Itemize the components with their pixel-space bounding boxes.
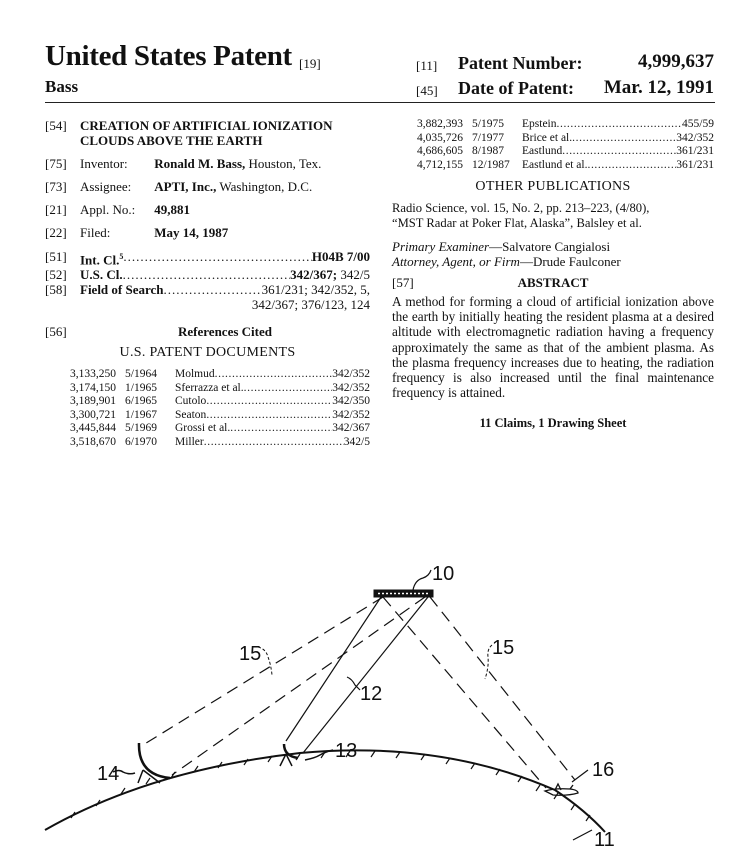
title-code: [19]	[299, 56, 321, 71]
reference-number: 3,300,721	[70, 408, 116, 421]
field-code: [56]	[45, 324, 67, 340]
field-code: [54]	[45, 118, 67, 133]
left-reference-list	[70, 368, 370, 449]
label-11: 11	[594, 829, 615, 851]
reference-number: 3,133,250	[70, 368, 116, 381]
reference-row	[70, 382, 370, 396]
references-heading: References Cited	[178, 324, 272, 340]
field-code: [73]	[45, 179, 67, 194]
inventor-surname: Bass	[45, 77, 79, 96]
us-cl-primary: 342/367;	[290, 267, 338, 283]
publication-line: “MST Radar at Poker Flat, Alaska”, Balsley et al.	[392, 216, 642, 230]
label-15-right: 15	[492, 637, 515, 659]
leader-dots	[215, 368, 333, 382]
reference-date: 8/1987	[472, 145, 504, 157]
reference-class: 342/367	[332, 422, 370, 435]
leader-16	[572, 770, 588, 782]
reference-date: 5/1969	[125, 422, 157, 435]
inventor-name: Ronald M. Bass,	[154, 156, 246, 171]
patent-drawing	[0, 540, 755, 866]
field-label: Field of Search	[80, 282, 164, 298]
reference-date: 5/1964	[125, 368, 157, 381]
leader-dots	[206, 395, 332, 409]
label-12: 12	[360, 683, 383, 705]
references-heading-row	[45, 324, 370, 339]
field-superscript: 5	[119, 252, 124, 261]
other-publications	[392, 201, 714, 231]
patent-number-code: [11]	[416, 58, 438, 73]
field-label: Inventor:	[80, 156, 128, 171]
int-cl-field	[45, 249, 370, 267]
reference-row	[70, 422, 370, 436]
reference-date: 6/1965	[125, 395, 157, 408]
abstract-text: A method for forming a cloud of artificial ionization above the earth by initially heating the resident plasma at a desired altitude with electromagnetic radiation having a frequency approximately the same as that of the ambient plasma. As the plasma frequency increases due to heating, the radiation frequency is also increased until the final maintenance frequency is attained.	[392, 294, 714, 401]
reference-class: 342/5	[343, 435, 370, 448]
reference-date: 12/1987	[472, 158, 510, 171]
patent-number-value: 4,999,637	[638, 51, 714, 72]
label-14: 14	[97, 763, 120, 785]
leader-dots	[587, 159, 676, 173]
inventor-location: Houston, Tex.	[248, 156, 322, 171]
reference-number: 3,518,670	[70, 435, 116, 448]
reference-row	[417, 132, 714, 146]
leader-dots	[123, 267, 291, 282]
reference-name: Eastlund	[522, 145, 563, 157]
field-label: Int. Cl.	[80, 252, 120, 268]
field-label: Filed:	[80, 225, 111, 240]
us-patent-documents-heading: U.S. PATENT DOCUMENTS	[119, 345, 296, 361]
reference-name: Grossi et al.	[175, 422, 231, 435]
reference-class: 342/352	[676, 131, 714, 144]
leader-dots	[164, 282, 262, 297]
reflected-signal-right	[383, 597, 575, 788]
reference-number: 3,445,844	[70, 422, 116, 435]
date-of-patent-code: [45]	[416, 83, 438, 98]
reference-class: 342/352	[332, 408, 370, 421]
reference-class: 342/350	[332, 395, 370, 408]
reference-row	[417, 118, 714, 132]
label-16: 16	[592, 759, 615, 781]
field-of-search-value: 361/231; 342/352, 5,	[261, 282, 370, 298]
claims-summary: 11 Claims, 1 Drawing Sheet	[479, 416, 627, 431]
leader-dots	[206, 409, 332, 423]
label-10: 10	[432, 563, 455, 585]
earth-surface	[45, 750, 605, 832]
reference-row	[417, 145, 714, 159]
reference-number: 3,882,393	[417, 118, 463, 130]
leader-11	[573, 830, 592, 840]
filed-value: May 14, 1987	[154, 225, 229, 240]
attorney	[392, 254, 714, 269]
reference-date: 6/1970	[125, 435, 157, 448]
appl-no-field	[45, 202, 370, 217]
publication-line: Radio Science, vol. 15, No. 2, pp. 213–223, (4/80),	[392, 201, 650, 215]
reference-date: 7/1977	[472, 131, 504, 144]
receiver-antenna	[139, 743, 170, 778]
us-cl-field	[45, 267, 370, 282]
patent-office-title: United States Patent	[45, 40, 292, 72]
primary-examiner	[392, 239, 714, 254]
reference-class: 361/231	[676, 145, 714, 157]
us-cl-secondary: 342/5	[337, 267, 370, 283]
reference-class: 342/352	[332, 368, 370, 381]
transmitter-antenna	[284, 744, 298, 758]
header-rule	[45, 102, 715, 103]
field-of-search-value: 342/367; 376/123, 124	[251, 297, 370, 313]
reference-name: Miller	[175, 435, 204, 448]
field-of-search-field	[45, 282, 370, 312]
field-code: [52]	[45, 267, 67, 283]
field-code: [51]	[45, 249, 67, 264]
field-label: Assignee:	[80, 179, 132, 194]
reference-name: Seaton	[175, 408, 207, 421]
leader-dots	[562, 145, 676, 159]
label-13: 13	[335, 740, 358, 762]
abstract-heading: ABSTRACT	[517, 275, 589, 290]
reference-number: 3,189,901	[70, 395, 116, 408]
field-code: [75]	[45, 156, 67, 171]
abstract-heading-row	[392, 275, 714, 290]
reference-number: 3,174,150	[70, 381, 116, 394]
primary-examiner-label: Primary Examiner	[392, 239, 490, 254]
inventor-field	[45, 156, 370, 171]
reference-class: 361/231	[676, 158, 714, 171]
reference-date: 5/1975	[472, 118, 504, 130]
reference-row	[70, 409, 370, 423]
leader-dots	[244, 382, 333, 396]
reference-name: Cutolo	[175, 395, 207, 408]
field-code: [22]	[45, 225, 67, 240]
field-label: U.S. Cl.	[80, 267, 123, 283]
assignee-name: APTI, Inc.,	[154, 179, 217, 194]
field-label: Appl. No.:	[80, 202, 136, 217]
earth-hatching	[71, 751, 590, 821]
reference-row	[70, 436, 370, 450]
field-code: [57]	[392, 275, 414, 290]
leader-dots	[123, 249, 311, 267]
title-field	[45, 118, 370, 148]
reference-number: 4,712,155	[417, 158, 463, 171]
leader-dots	[230, 422, 332, 436]
reference-class: 455/59	[682, 118, 714, 130]
leader-10	[413, 570, 431, 590]
field-code: [58]	[45, 282, 67, 298]
invention-title-line: CLOUDS ABOVE THE EARTH	[80, 133, 263, 148]
right-reference-list	[417, 118, 714, 172]
reference-name: Molmud	[175, 368, 215, 381]
leader-dots	[557, 118, 683, 132]
date-of-patent-label: Date of Patent:	[458, 78, 574, 98]
filed-field	[45, 225, 370, 240]
label-15-left: 15	[239, 643, 262, 665]
assignee-field	[45, 179, 370, 194]
reference-name: Sferrazza et al.	[175, 381, 244, 394]
attorney-label: Attorney, Agent, or Firm	[392, 254, 520, 269]
invention-title-line: CREATION OF ARTIFICIAL IONIZATION	[80, 118, 333, 133]
reference-name: Eastlund et al.	[522, 158, 588, 171]
reference-class: 342/352	[332, 381, 370, 394]
other-publications-heading: OTHER PUBLICATIONS	[475, 179, 631, 194]
reference-row	[70, 368, 370, 382]
int-cl-value: H04B 7/00	[311, 249, 370, 264]
reference-row	[417, 159, 714, 173]
reference-number: 4,686,605	[417, 145, 463, 157]
reference-name: Brice et al.	[522, 131, 573, 144]
radiation-beam	[286, 597, 381, 741]
leader-dots	[204, 436, 344, 450]
date-of-patent-value: Mar. 12, 1991	[603, 77, 714, 98]
reference-row	[70, 395, 370, 409]
attorney-name: —Drude Faulconer	[519, 254, 621, 269]
appl-no-value: 49,881	[154, 202, 190, 217]
reference-number: 4,035,726	[417, 131, 463, 144]
primary-examiner-name: —Salvatore Cangialosi	[489, 239, 611, 254]
patent-number-label: Patent Number:	[458, 53, 583, 73]
leader-dots	[572, 132, 676, 146]
reference-date: 1/1967	[125, 408, 157, 421]
reference-date: 1/1965	[125, 381, 157, 394]
assignee-location: Washington, D.C.	[219, 179, 313, 194]
right-column	[392, 118, 714, 431]
field-code: [21]	[45, 202, 67, 217]
reference-name: Epstein	[522, 118, 557, 130]
bibliographic-column	[45, 118, 370, 449]
